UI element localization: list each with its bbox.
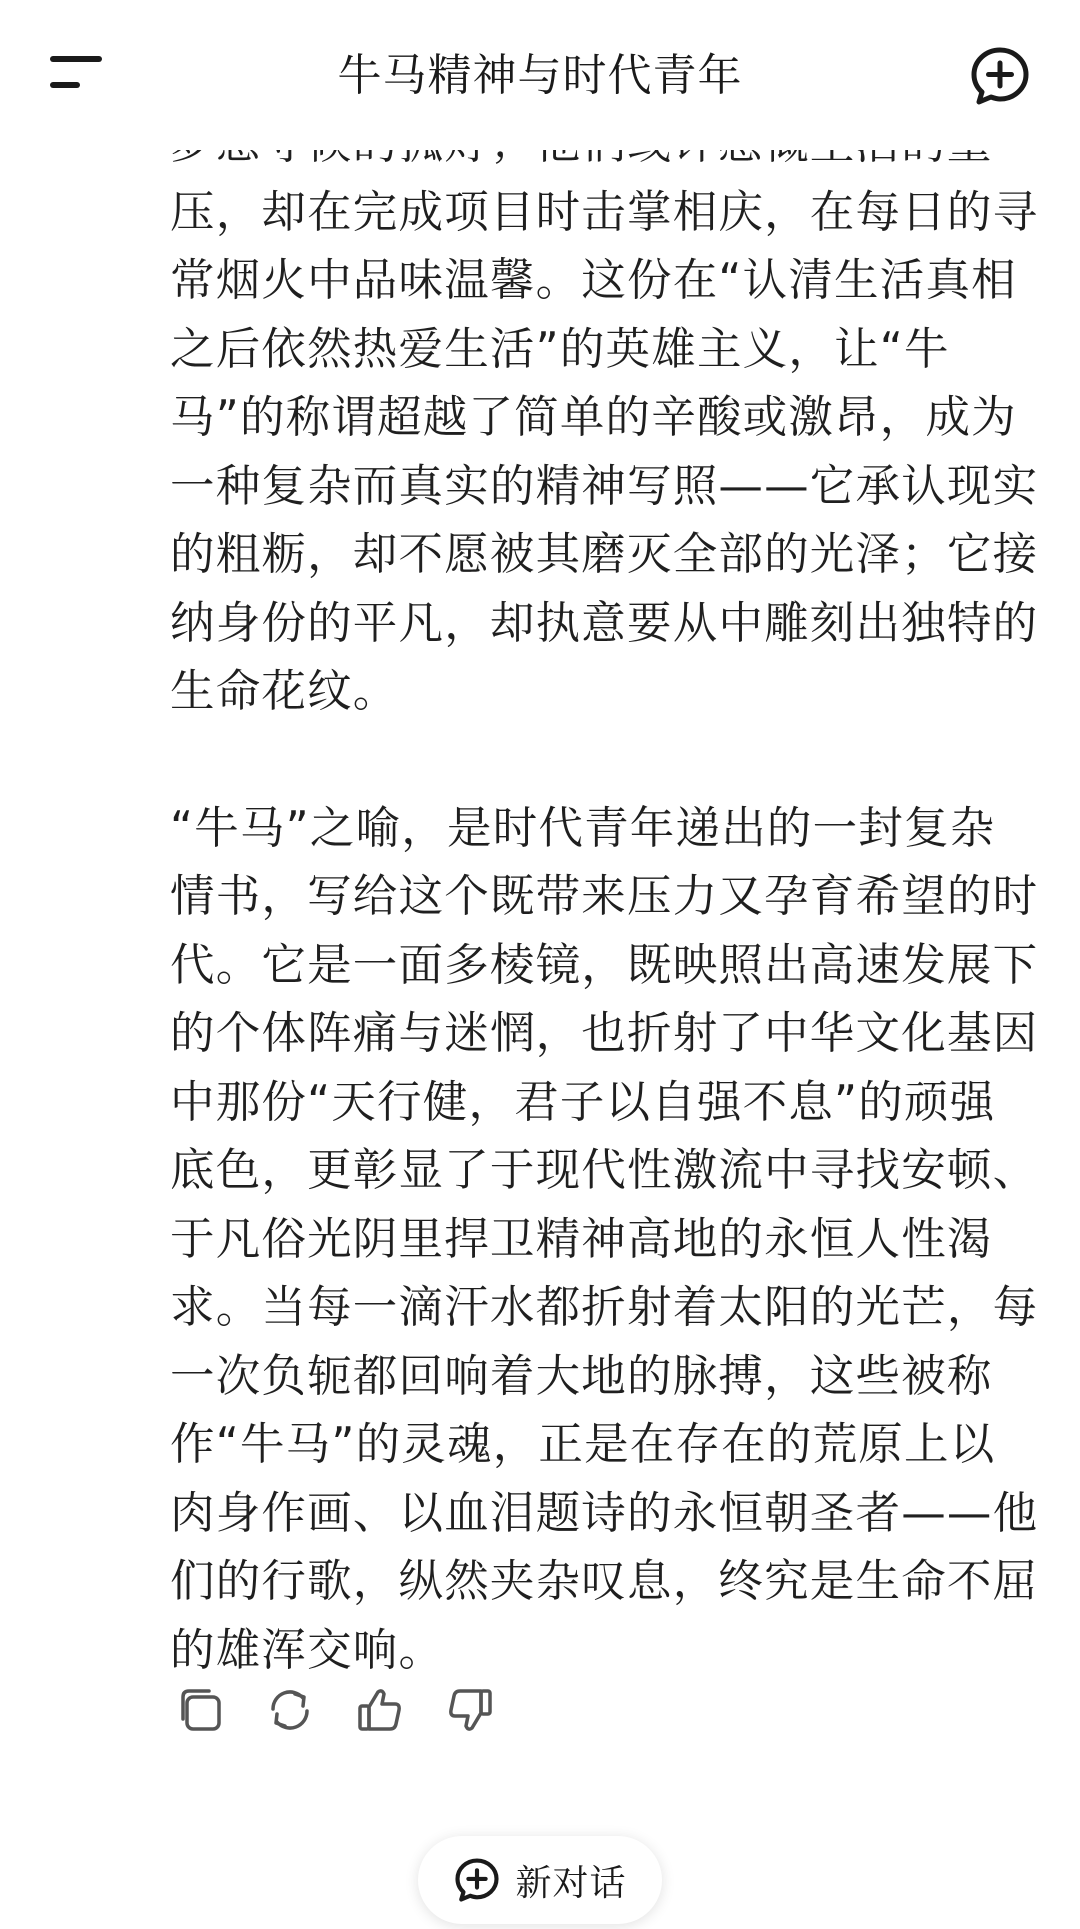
menu-button[interactable] bbox=[50, 52, 110, 98]
copy-icon bbox=[175, 1685, 225, 1735]
new-chat-top-button[interactable] bbox=[968, 44, 1032, 108]
paragraph: “牛马”之喻，是时代青年递出的一封复杂情书，写给这个既带来压力又孕育希望的时代。它是一面多棱镜，既映照出高速发展下的个体阵痛与迷惘，也折射了中华文化基因中那份“天行健，君子以自强不息”的顽强底色，更彰显了于现代性激流中寻找安顿、于凡俗光阴里捍卫精神高地的永恒人性渴求。当每一滴汗水都折射着太阳的光芒，每一次负轭都回响着大地的脉搏，这些被称作“牛马”的灵魂，正是在存在的荒原上以肉身作画、以血泪题诗的永恒朝圣者——他们的行歌，纵然夹杂叹息，终究是生命不屈的雄浑交响。 bbox=[170, 802, 1039, 1676]
chat-plus-icon bbox=[968, 44, 1032, 108]
dislike-button[interactable] bbox=[440, 1680, 500, 1740]
top-bar bbox=[0, 0, 1080, 150]
new-chat-label: 新对话 bbox=[515, 1862, 627, 1904]
paragraph: 压，却在完成项目时击掌相庆，在每日的寻常烟火中品味温馨。这份在“认清生活真相之后依然热爱生活”的英雄主义，让“牛马”的称谓超越了简单的辛酸或激昂，成为一种复杂而真实的精神写照——它承认现实的粗粝，却不愿被其磨灭全部的光泽；它接纳身份的平凡，却执意要从中雕刻出独特的生命花纹。 bbox=[170, 186, 1039, 717]
copy-button[interactable] bbox=[170, 1680, 230, 1740]
message-content bbox=[170, 110, 1040, 1685]
chat-plus-icon bbox=[453, 1856, 501, 1904]
like-button[interactable] bbox=[350, 1680, 410, 1740]
refresh-icon bbox=[265, 1685, 315, 1735]
page-title: 牛马精神与时代青年 bbox=[337, 50, 743, 101]
regenerate-button[interactable] bbox=[260, 1680, 320, 1740]
thumbs-up-icon bbox=[355, 1685, 405, 1735]
thumbs-down-icon bbox=[445, 1685, 495, 1735]
new-chat-button[interactable] bbox=[418, 1836, 662, 1924]
message-actions bbox=[170, 1680, 570, 1740]
